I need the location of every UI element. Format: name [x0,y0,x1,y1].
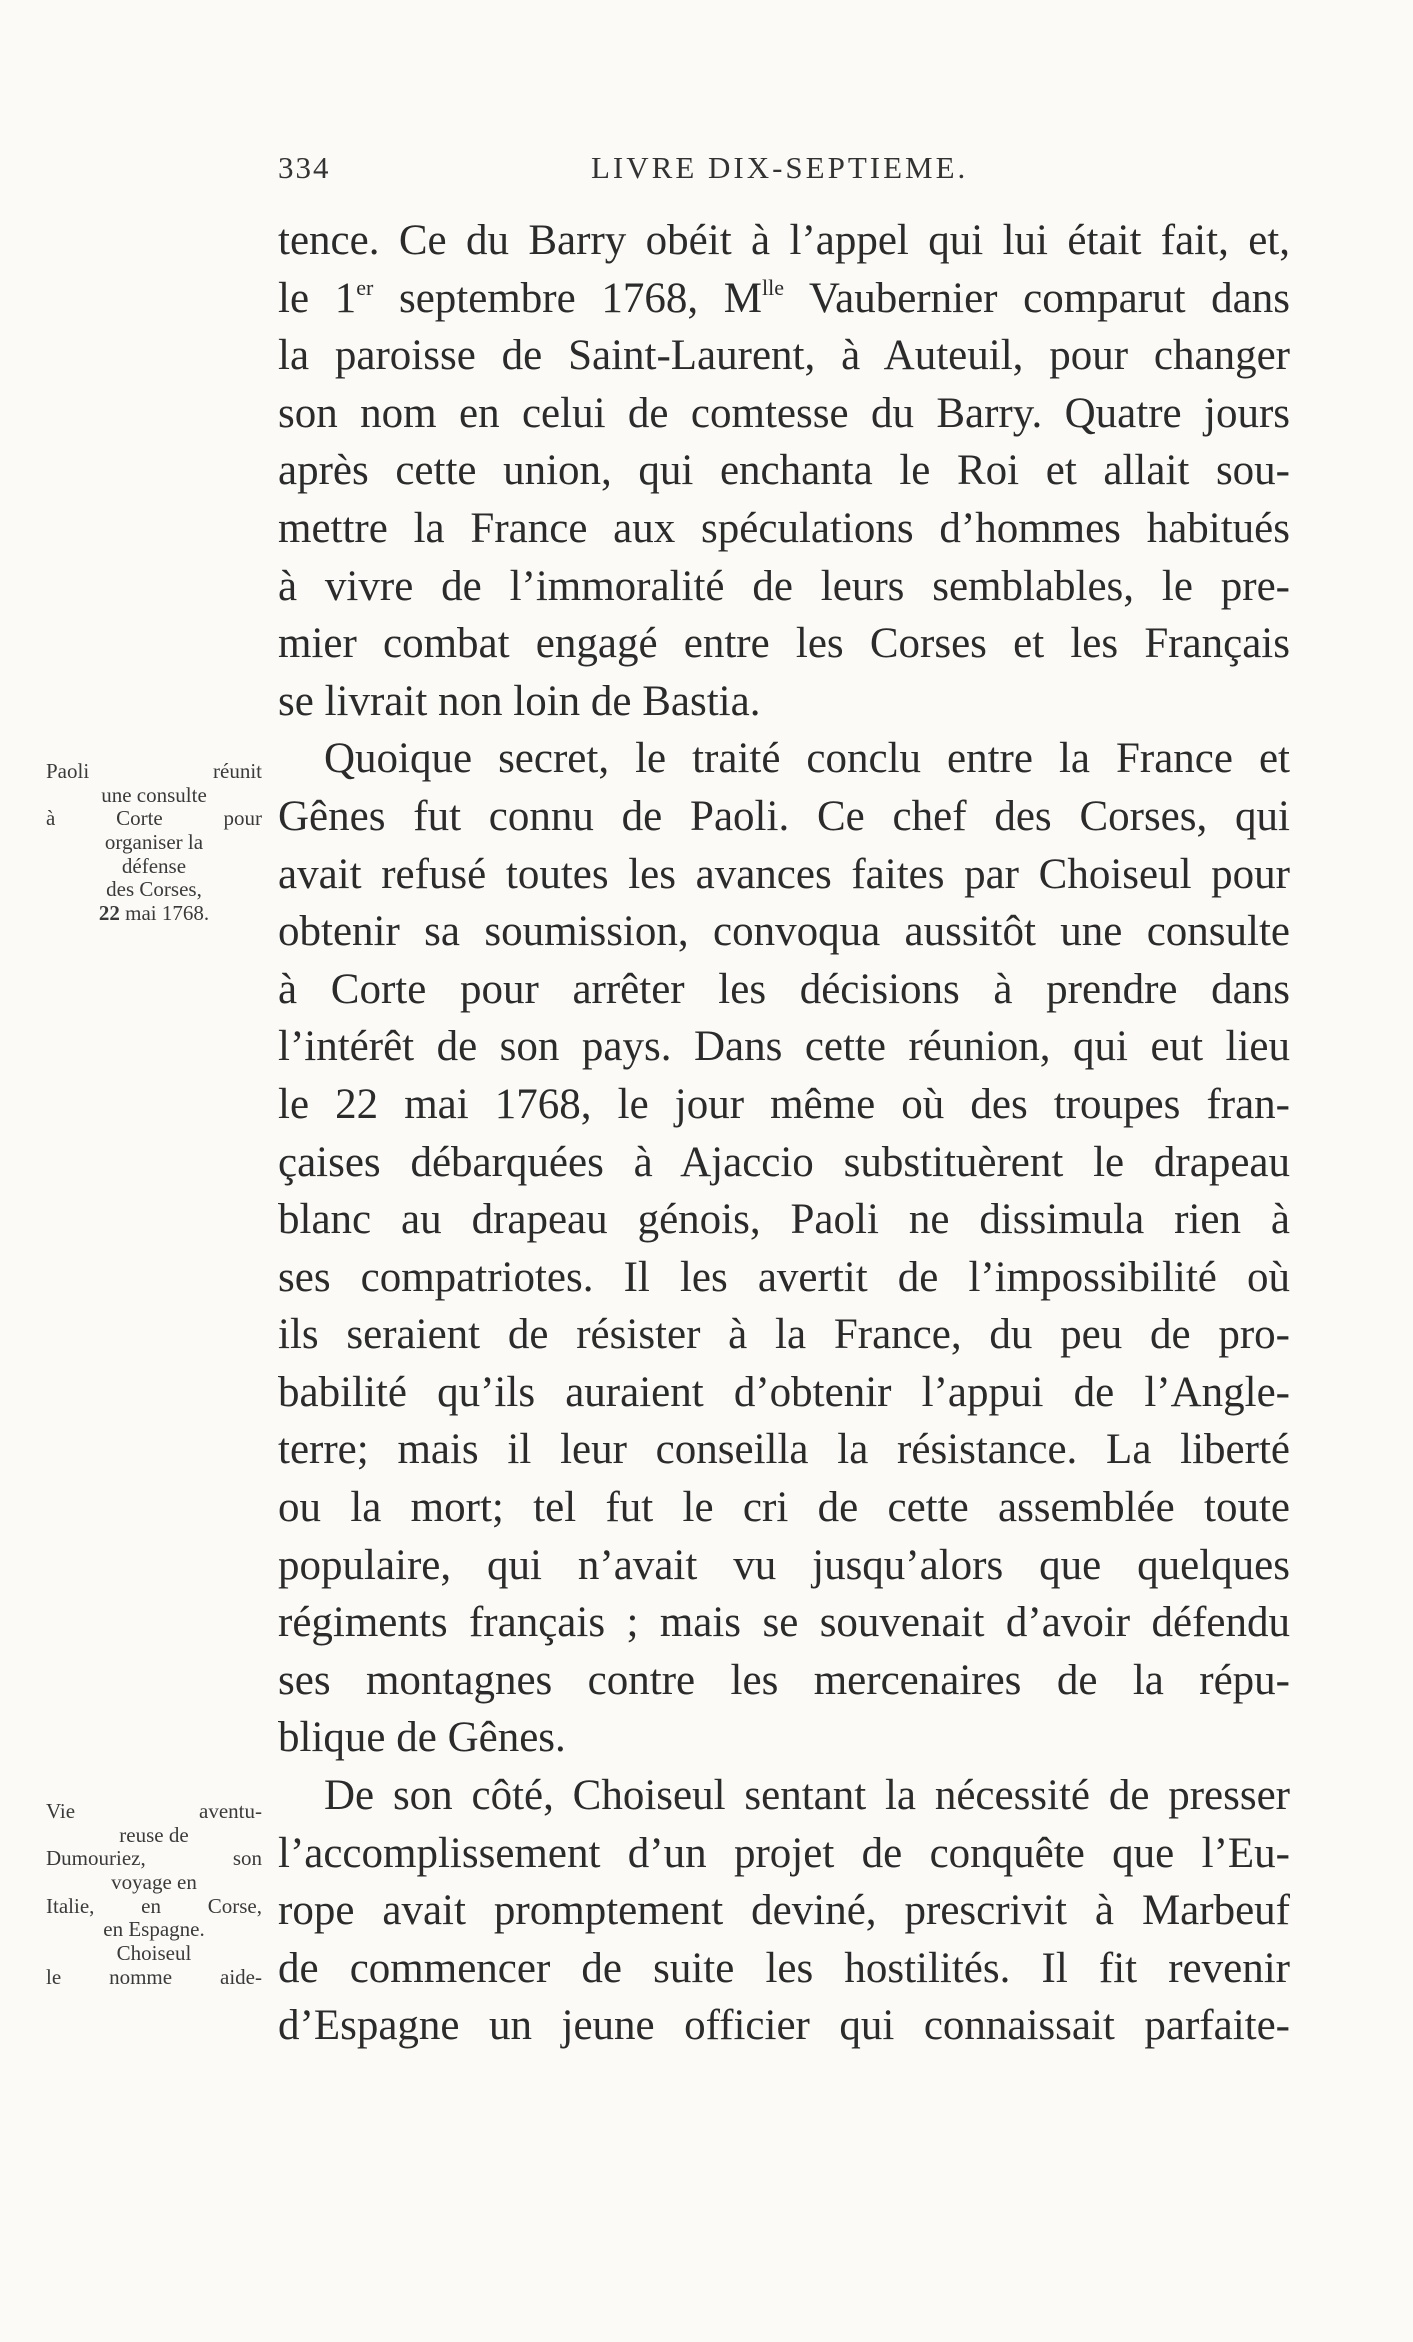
text-line: De son côté, Choiseul sentant la nécessité de presser [324,1772,1290,1820]
text-line: l’intérêt de son pays. Dans cette réunion, qui eut lieu [278,1023,1290,1071]
text-line: la paroisse de Saint-Laurent, à Auteuil, pour changer [278,332,1290,380]
page-number: 334 [278,150,331,185]
text-line: blanc au drapeau génois, Paoli ne dissimula rien à [278,1196,1290,1244]
margin-note-dumouriez [46,1800,262,1990]
text-line: Quoique secret, le traité conclu entre la France et [324,735,1290,783]
text-line: avait refusé toutes les avances faites par Choiseul pour [278,850,1290,898]
margin-note-line: défense [121,853,187,878]
text-line: blique de Gênes. [278,1714,566,1762]
text-line: ils seraient de résister à la France, du peu de pro- [278,1311,1290,1359]
text-line: ses compatriotes. Il les avertit de l’impossibilité où [278,1253,1290,1301]
margin-note-line: organiser la [104,830,204,855]
text-line: mettre la France aux spéculations d’hommes habitués [278,504,1290,552]
margin-note-line: reuse de [119,1822,189,1847]
margin-note-line: en Espagne. [103,1917,205,1942]
text-line: régiments français ; mais se souvenait d’avoir défendu [278,1599,1290,1647]
running-title: LIVRE DIX-SEPTIEME. [591,150,969,185]
margin-note-line: Vie aventu- [46,1799,262,1823]
text-fragment: Vaubernier comparut dans [783,274,1290,322]
text-line: à vivre de l’immoralité de leurs semblables, le pre- [278,562,1290,610]
text-line: à Corte pour arrêter les décisions à prendre dans [278,965,1290,1013]
text-line: tence. Ce du Barry obéit à l’appel qui lui était fait, et, [278,217,1290,264]
text-line: babilité qu’ils auraient d’obtenir l’appui de l’Angle- [278,1368,1290,1416]
margin-note-day: 22 [98,901,120,926]
text-line: se livrait non loin de Bastia. [278,677,761,725]
text-line: populaire, qui n’avait vu jusqu’alors que quelques [278,1541,1290,1589]
text-line: ses montagnes contre les mercenaires de la répu- [278,1656,1290,1704]
text-line: terre; mais il leur conseilla la résistance. La liberté [278,1426,1290,1474]
text-line: obtenir sa soumission, convoqua aussitôt une consulte [278,908,1290,956]
superscript: er [356,274,374,300]
text-line: rope avait promptement deviné, prescrivit à Marbeuf [278,1887,1290,1935]
margin-note-date: mai 1768. [119,901,210,926]
margin-note-line: à Corte pour [46,806,262,831]
text-line [278,270,1290,328]
text-line: après cette union, qui enchanta le Roi et allait sou- [278,447,1290,495]
margin-note-line: Paoli réunit [46,759,262,783]
text-line: le 22 mai 1768, le jour même où des troupes fran- [278,1080,1290,1128]
margin-note-line: le nomme aide- [46,1964,262,1989]
margin-note-line: Dumouriez, son [46,1846,262,1871]
main-text [278,212,1290,2055]
text-fragment: septembre 1768, M [373,274,762,322]
text-line: çaises débarquées à Ajaccio substituèrent le drapeau [278,1138,1290,1186]
margin-note-line: Italie, en Corse, [46,1893,262,1918]
superscript: lle [761,274,784,300]
margin-note-line: des Corses, [106,877,202,902]
text-line: de commencer de suite les hostilités. Il fit revenir [278,1944,1290,1992]
text-line: d’Espagne un jeune officier qui connaissait parfaite- [278,2002,1290,2050]
margin-note-line: Choiseul [116,1941,192,1966]
margin-note-line: une consulte [101,782,207,807]
text-line: mier combat engagé entre les Corses et les Français [278,620,1290,668]
text-fragment: le 1 [278,274,357,322]
margin-note-paoli [46,760,262,926]
page-header [278,150,1290,200]
text-line: l’accomplissement d’un projet de conquête que l’Eu- [278,1829,1290,1877]
margin-note-line: voyage en [111,1870,197,1895]
text-line: ou la mort; tel fut le cri de cette assemblée toute [278,1484,1290,1532]
text-line: son nom en celui de comtesse du Barry. Quatre jours [278,389,1290,437]
margin-note-line [46,902,262,926]
text-line: Gênes fut connu de Paoli. Ce chef des Corses, qui [278,792,1290,840]
